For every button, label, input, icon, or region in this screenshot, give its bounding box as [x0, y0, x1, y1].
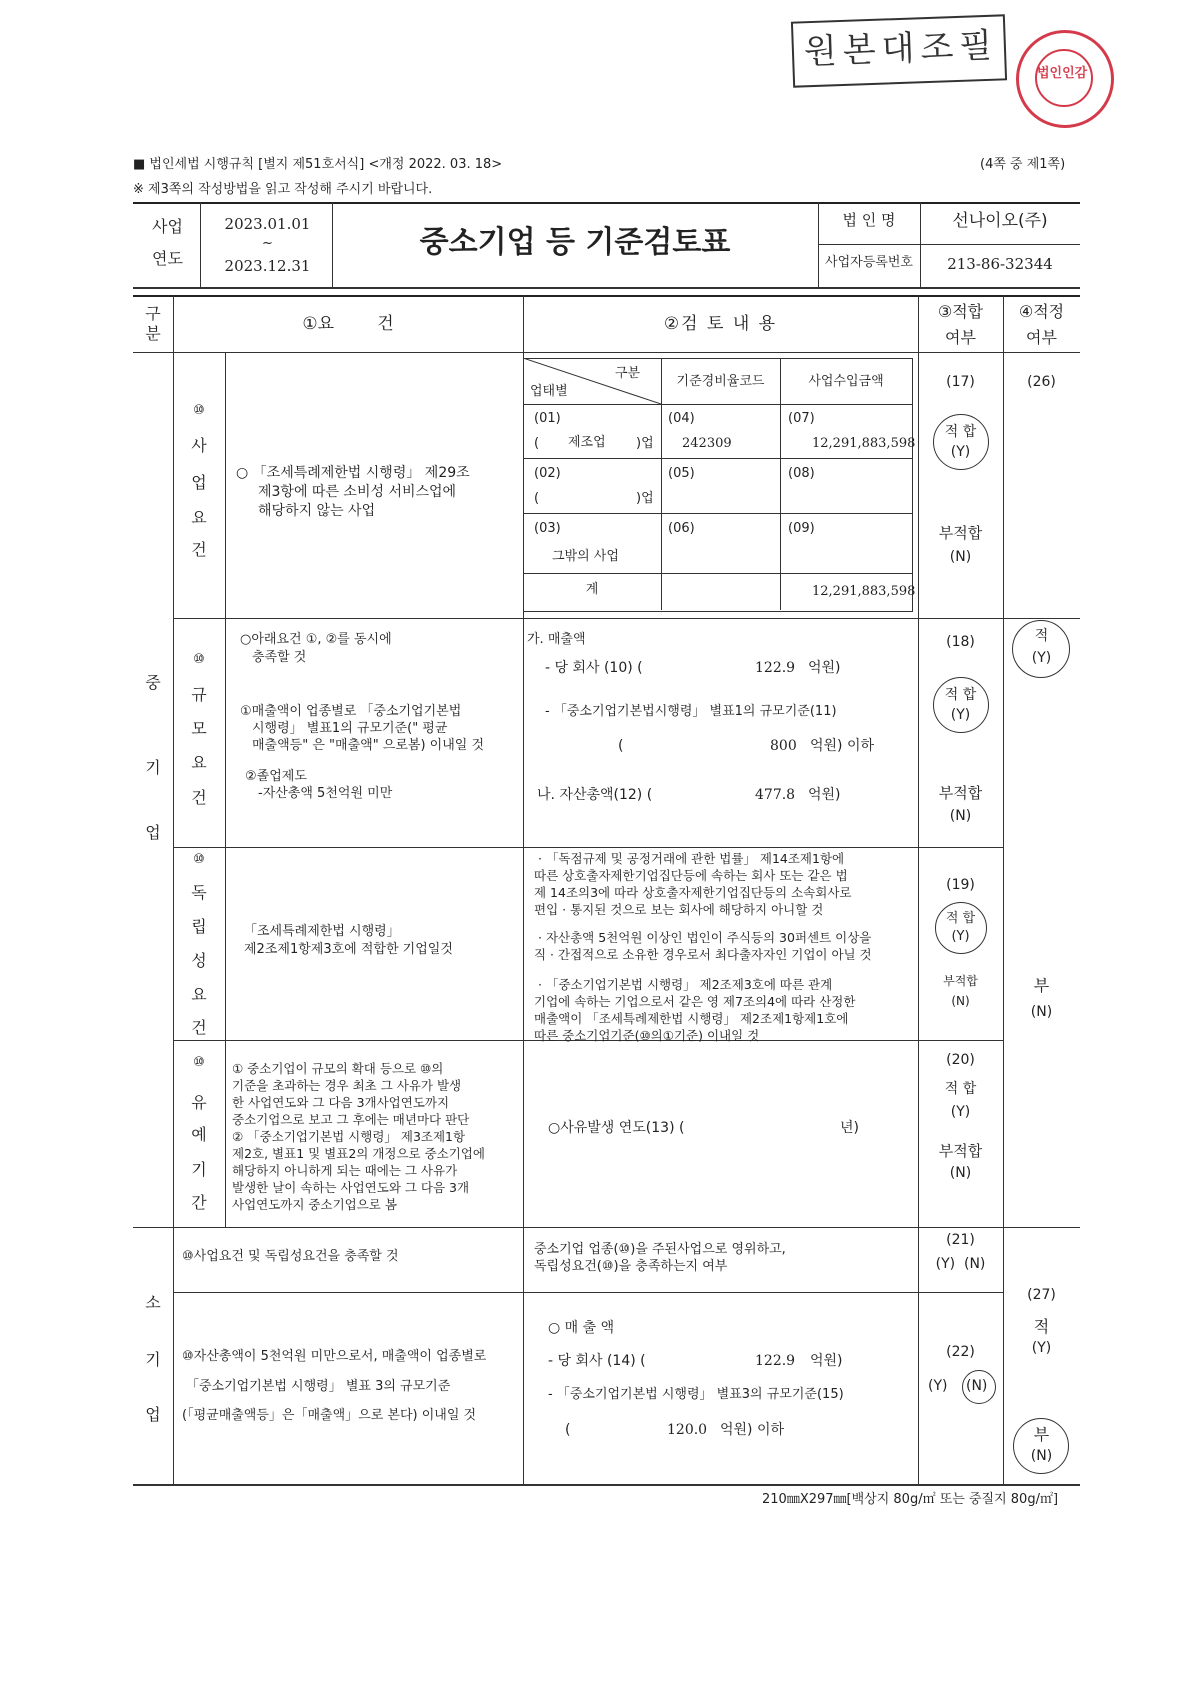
row104-req-line-6: 제2호, 별표1 및 별표2의 개정으로 중소기업에 [232, 1146, 485, 1161]
row102-req2-line-1: ②졸업제도 [245, 769, 307, 784]
row104-char-3: 기 [191, 1160, 207, 1179]
r1-name: 제조업 [568, 435, 606, 450]
row102-our-co: - 당 회사 (10) ( [545, 660, 643, 676]
row106-our-unit: 억원) [810, 1353, 843, 1369]
page-info: (4쪽 중 제1쪽) [980, 157, 1066, 172]
row101-code: ⑩ [193, 403, 205, 418]
row103-b3-line-1: · 「중소기업기본법 시행령」 제2조제3호에 따른 관계 [538, 977, 833, 992]
table-head-gubun: 구분 [615, 366, 641, 381]
row102-fit-no-2: (N) [949, 808, 972, 824]
row102-char-1: 규 [191, 685, 207, 704]
row104-char-4: 간 [191, 1193, 207, 1212]
row102-req1-line-3: 매출액등" 은 "매출액" 으로봄) 이내일 것 [252, 738, 485, 753]
row101-fit-no-1: 부적합 [938, 524, 983, 542]
row104-req-line-5: ② 「중소기업기본법 시행령」 제3조제1항 [232, 1129, 466, 1144]
row104-fit-yes-2: (Y) [950, 1104, 971, 1120]
row103-b1-line-2: 따른 상호출자제한기업집단등에 속하는 회사 또는 같은 법 [534, 868, 848, 883]
row104-fit-no-2: (N) [949, 1165, 972, 1181]
row106-fit-y: (Y) [928, 1378, 948, 1394]
row102-fit-yes-2: (Y) [950, 707, 971, 723]
r1-amount: 12,291,883,598 [812, 436, 916, 451]
row105-fit-no: (21) [946, 1232, 975, 1248]
row103-b3-line-3: 매출액이 「조세특례제한법 시행령」 제2조제1항제1호에 [534, 1011, 849, 1026]
row102-proper-yes-1: 적 [1034, 628, 1049, 644]
col-fit-2: 여부 [945, 328, 976, 347]
row104-char-2: 예 [191, 1125, 207, 1144]
row104-req-line-7: 해당하지 아니하게 되는 때에는 그 사유가 [232, 1163, 458, 1178]
corporate-seal [1016, 30, 1114, 128]
row105-review-line-1: 중소기업 업종(⑩)을 주된사업으로 영위하고, [534, 1242, 786, 1257]
seal-text: 법인인감 [1037, 66, 1088, 81]
row106-proper-yes-1: 적 [1033, 1317, 1050, 1336]
row102-char-2: 모 [191, 719, 207, 738]
section-sme-char-1: 중 [145, 673, 161, 692]
r1-amt-no: (07) [788, 411, 815, 426]
row106-our-amt: 122.9 [755, 1353, 796, 1369]
row103-b2-line-2: 직 · 간접적으로 소유한 경우로서 최다출자자인 기업이 아닐 것 [534, 947, 872, 962]
table-head-industry: 업태별 [530, 384, 568, 399]
row102-proper-yes-2: (Y) [1031, 650, 1052, 666]
row103-b1-line-1: · 「독점규제 및 공정거래에 관한 법률」 제14조제1항에 [538, 851, 845, 866]
row106-proper-yes-2: (Y) [1031, 1340, 1052, 1356]
row103-req-line-2: 제2조제1항제3호에 적합한 기업일것 [244, 942, 453, 957]
table-head-code: 기준경비율코드 [676, 374, 765, 389]
row103-char-5: 건 [191, 1018, 207, 1037]
row102-std-label: - 「중소기업기본법시행령」 별표1의 규모기준(11) [545, 704, 837, 719]
row106-std-unit: 억원) 이하 [720, 1422, 785, 1438]
r3-code-no: (06) [668, 521, 695, 536]
section-small-char-2: 기 [145, 1350, 161, 1369]
col-review: ②검 토 내 용 [663, 314, 778, 334]
total-label: 계 [585, 582, 599, 597]
row103-fit-no-2: (N) [951, 994, 970, 1008]
r2-amt-no: (08) [788, 466, 815, 481]
row105-fit-yn: (Y) (N) [935, 1256, 986, 1272]
row102-req2-line-2: -자산총액 5천억원 미만 [258, 786, 393, 801]
row103-req-line-1: 「조세특례제한법 시행령」 [244, 924, 400, 939]
r3-amt-no: (09) [788, 521, 815, 536]
row101-proper-no: (26) [1027, 374, 1056, 390]
section-small-char-1: 소 [145, 1293, 161, 1312]
row101-req-line-2: 제3항에 따른 소비성 서비스업에 [258, 484, 457, 500]
row102-char-4: 건 [191, 788, 207, 807]
corp-name-label: 법 인 명 [842, 211, 896, 229]
row102-req1-line-2: 시행령」 별표1의 규모기준(" 평균 [252, 721, 448, 736]
row104-req-line-2: 기준을 초과하는 경우 최초 그 사유가 발생 [232, 1078, 462, 1093]
row102-our-amt: 122.9 [755, 660, 796, 676]
row104-fit-yes-1: 적 합 [944, 1081, 977, 1097]
row102-fit-circle [933, 677, 989, 733]
row106-proper-no-2: (N) [1030, 1448, 1053, 1464]
row105-review-line-2: 독립성요건(⑩)을 충족하는지 여부 [534, 1259, 728, 1274]
row102-std-open: ( [618, 738, 624, 754]
row102-code: ⑩ [193, 652, 205, 667]
row102-ga: 가. 매출액 [527, 632, 586, 647]
r2-open: ( [534, 491, 540, 506]
r1-no: (01) [534, 411, 561, 426]
row106-our-co: - 당 회사 (14) ( [548, 1353, 646, 1369]
row101-fit-circle [933, 414, 989, 470]
row101-fit-no: (17) [946, 374, 975, 390]
row101-char-2: 업 [191, 473, 207, 492]
r1-open: ( [534, 436, 540, 451]
row102-req-intro-1: ○아래요건 ①, ②를 동시에 [240, 632, 392, 647]
fiscal-start: 2023.01.01 [224, 215, 311, 233]
row103-fit-yes-2: (Y) [951, 929, 970, 944]
row102-std-amt: 800 [770, 738, 797, 754]
row101-char-1: 사 [191, 436, 207, 455]
row104-fit-no-1: 부적합 [938, 1142, 983, 1160]
col-gubun-1: 구 [145, 304, 161, 323]
row106-proper-no-1: 부 [1033, 1425, 1050, 1444]
row103-char-1: 독 [191, 883, 207, 902]
row104-review-label: ○사유발생 연도(13) ( [548, 1120, 685, 1136]
col-gubun-2: 분 [145, 324, 161, 343]
row105-requirement: ⑩사업요건 및 독립성요건을 충족할 것 [182, 1249, 399, 1264]
r2-close: )업 [636, 491, 654, 506]
row104-char-1: 유 [191, 1093, 207, 1112]
fiscal-tilde: ~ [262, 236, 273, 251]
section-sme-char-2: 기 [145, 758, 161, 777]
row102-asset-label: 나. 자산총액(12) ( [537, 787, 653, 803]
row103-b1-line-4: 편입 · 통지된 것으로 보는 회사에 해당하지 아니할 것 [534, 902, 824, 917]
col-fit-1: ③적합 [937, 302, 984, 321]
row101-fit-yes-1: 적 합 [944, 424, 977, 440]
row106-std-amt: 120.0 [667, 1422, 708, 1438]
r3-no: (03) [534, 521, 561, 536]
col-requirement: ①요 건 [302, 314, 394, 334]
page-title: 중소기업 등 기준검토표 [419, 225, 731, 260]
year-label-1: 사업 [152, 217, 183, 236]
fiscal-end: 2023.12.31 [224, 257, 311, 275]
row106-req-line-3: (「평균매출액등」은「매출액」으로 본다) 이내일 것 [182, 1408, 477, 1423]
row106-sales-label: ○ 매 출 액 [548, 1320, 615, 1336]
paper-spec: 210㎜X297㎜[백상지 80g/㎡ 또는 중질지 80g/㎡] [762, 1492, 1059, 1507]
row101-req-line-1: ○ 「조세특례제한법 시행령」 제29조 [236, 465, 470, 481]
row103-fit-circle [935, 902, 987, 954]
total-amount: 12,291,883,598 [812, 584, 916, 599]
row102-char-3: 요 [191, 753, 207, 772]
reg-no-label: 사업자등록번호 [825, 255, 913, 270]
row103-char-3: 성 [191, 951, 207, 970]
section-small-char-3: 업 [145, 1405, 161, 1424]
corp-name: 선나이오(주) [952, 211, 1048, 231]
row101-char-4: 건 [191, 540, 207, 559]
row104-review-unit: 년) [840, 1120, 859, 1136]
row101-req-line-3: 해당하지 않는 사업 [258, 503, 376, 519]
r1-close: )업 [636, 436, 654, 451]
row103-char-4: 요 [191, 985, 207, 1004]
form-reference: ■ 법인세법 시행규칙 [별지 제51호서식] <개정 2022. 03. 18> [133, 157, 503, 172]
row101-fit-no-2: (N) [949, 549, 972, 565]
reg-no: 213-86-32344 [947, 255, 1053, 273]
r1-code-no: (04) [668, 411, 695, 426]
r3-name: 그밖의 사업 [552, 549, 619, 564]
row104-req-line-9: 사업연도까지 중소기업으로 봄 [232, 1197, 397, 1212]
row106-fit-n: (N) [966, 1378, 988, 1394]
row106-std-label: - 「중소기업기본법 시행령」 별표3의 규모기준(15) [548, 1387, 844, 1402]
row102-req1-line-1: ①매출액이 업종별로 「중소기업기본법 [240, 704, 462, 719]
row106-fit-no: (22) [946, 1344, 975, 1360]
r1-code: 242309 [682, 436, 732, 451]
row103-b3-line-4: 따른 중소기업기준(⑩의①기준) 이내일 것 [534, 1028, 760, 1043]
row104-req-line-3: 한 사업연도와 그 다음 3개사업연도까지 [232, 1095, 450, 1110]
row103-proper-no-1: 부 [1033, 976, 1050, 995]
row102-asset-amt: 477.8 [755, 787, 796, 803]
col-proper-1: ④적정 [1018, 302, 1065, 321]
original-copy-stamp [791, 14, 1007, 87]
r2-code-no: (05) [668, 466, 695, 481]
row104-req-line-8: 발생한 날이 속하는 사업연도와 그 다음 3개 [232, 1180, 470, 1195]
table-head-amount: 사업수입금액 [808, 374, 884, 389]
row106-req-line-2: 「중소기업기본법 시행령」 별표 3의 규모기준 [186, 1379, 451, 1394]
r2-no: (02) [534, 466, 561, 481]
row104-fit-no: (20) [946, 1052, 975, 1068]
row102-fit-no-1: 부적합 [938, 784, 983, 802]
row106-req-line-1: ⑩자산총액이 5천억원 미만으로서, 매출액이 업종별로 [182, 1349, 487, 1364]
row103-fit-yes-1: 적 합 [945, 911, 976, 926]
row103-code: ⑩ [193, 852, 205, 867]
row101-char-3: 요 [191, 508, 207, 527]
row104-code: ⑩ [193, 1055, 205, 1070]
col-proper-2: 여부 [1026, 328, 1057, 347]
row102-req-intro-2: 충족할 것 [252, 650, 307, 665]
row101-fit-yes-2: (Y) [950, 444, 971, 460]
row103-b1-line-3: 제 14조의3에 따라 상호출자제한기업집단등의 소속회사로 [534, 885, 852, 900]
row102-our-unit: 억원) [808, 660, 841, 676]
row103-b3-line-2: 기업에 속하는 기업으로서 같은 영 제7조의4에 따라 산정한 [534, 994, 856, 1009]
row103-b2-line-1: · 자산총액 5천억원 이상인 법인이 주식등의 30퍼센트 이상을 [538, 930, 872, 945]
row102-fit-no: (18) [946, 634, 975, 650]
stamp-text: 원본대조필 [803, 25, 999, 73]
instruction-note: ※ 제3쪽의 작성방법을 읽고 작성해 주시기 바랍니다. [133, 182, 433, 197]
row106-proper-no: (27) [1027, 1287, 1056, 1303]
row106-std-open: ( [565, 1422, 571, 1438]
row103-fit-no: (19) [946, 877, 975, 893]
row102-asset-unit: 억원) [808, 787, 841, 803]
row102-fit-yes-1: 적 합 [944, 687, 977, 703]
section-sme-char-3: 업 [145, 823, 161, 842]
year-label-2: 연도 [152, 249, 183, 268]
row103-char-2: 립 [191, 917, 207, 936]
row102-std-unit: 억원) 이하 [810, 738, 875, 754]
row104-req-line-1: ① 중소기업이 규모의 확대 등으로 ⑩의 [232, 1061, 444, 1076]
row103-proper-no-2: (N) [1030, 1004, 1053, 1020]
row104-req-line-4: 중소기업으로 보고 그 후에는 매년마다 판단 [232, 1112, 470, 1127]
row103-fit-no-1: 부적합 [943, 974, 978, 988]
